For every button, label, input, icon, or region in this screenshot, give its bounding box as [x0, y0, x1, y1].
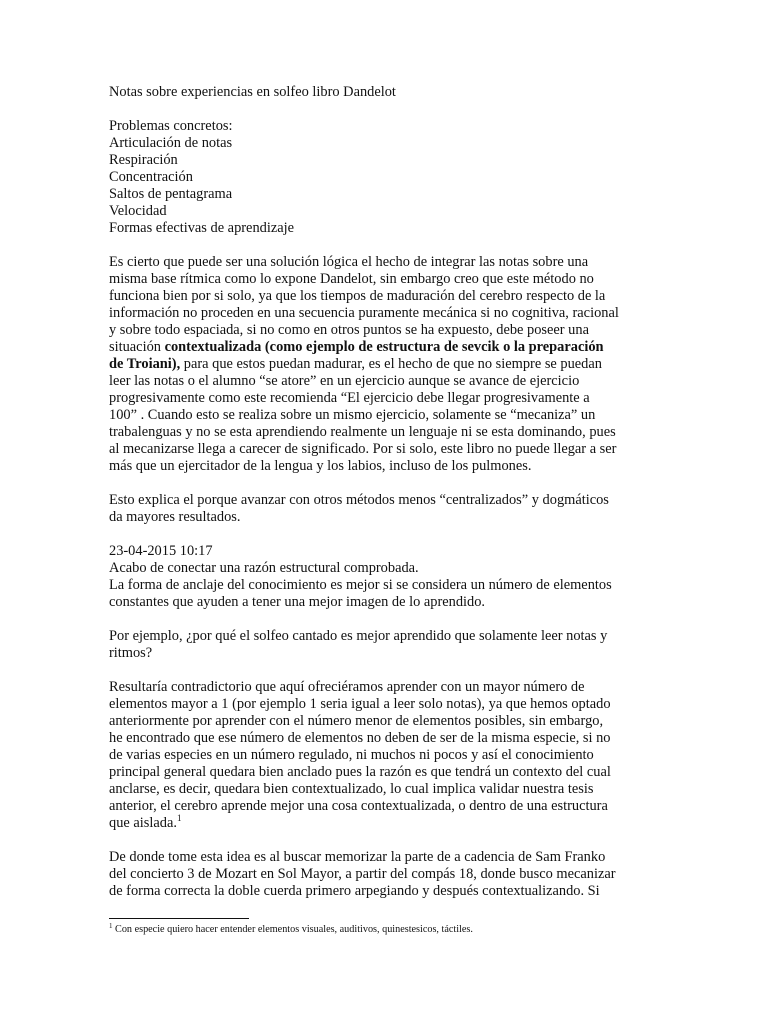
paragraph-line: da mayores resultados. — [109, 509, 241, 525]
paragraph-line: ritmos? — [109, 645, 153, 661]
document-title: Notas sobre experiencias en solfeo libro Dandelot — [109, 84, 396, 100]
paragraph-line: Acabo de conectar una razón estructural comprobada. — [109, 560, 419, 576]
bold-emphasis: de Troiani), — [109, 356, 181, 372]
footnote-number: 1 — [109, 922, 113, 930]
paragraph-line — [109, 339, 661, 356]
problem-item: Velocidad — [109, 203, 167, 219]
paragraph-line: progresivamente como este recomienda “El ejercicio debe llegar progresivamente a — [109, 390, 590, 406]
paragraph-line — [109, 356, 661, 373]
paragraph-line: anterior, el cerebro aprende mejor una cosa contextualizada, o dentro de una estructura — [109, 798, 608, 814]
problem-item: Formas efectivas de aprendizaje — [109, 220, 294, 236]
paragraph-line: información no proceden en una secuencia puramente mecánica si no cognitiva, racional — [109, 305, 619, 321]
problem-item: Concentración — [109, 169, 193, 185]
paragraph-line: del concierto 3 de Mozart en Sol Mayor, a partir del compás 18, donde busco mecanizar — [109, 866, 616, 882]
paragraph-text: que aislada. — [109, 815, 177, 831]
paragraph-line: de forma correcta la doble cuerda primero arpegiando y después contextualizando. Si — [109, 883, 600, 899]
spacer — [109, 832, 661, 849]
paragraph-line: principal general quedara bien anclado pues la razón es que tendrá un contexto del cual — [109, 764, 611, 780]
paragraph-line: trabalenguas y no se esta aprendiendo realmente un lenguaje ni se esta dominando, pues — [109, 424, 616, 440]
footnote-text: Con especie quiero hacer entender elementos visuales, auditivos, quinestesicos, táctiles. — [112, 924, 473, 935]
problem-item: Articulación de notas — [109, 135, 233, 151]
paragraph-line: misma base rítmica como lo expone Dandelot, sin embargo creo que este método no — [109, 271, 594, 287]
paragraph-line: he encontrado que ese número de elementos no deben de ser de la misma especie, si no — [109, 730, 611, 746]
paragraph-line: Resultaría contradictorio que aquí ofreciéramos aprender con un mayor número de — [109, 679, 585, 695]
paragraph-line: 100” . Cuando esto se realiza sobre un mismo ejercicio, solamente se “mecaniza” un — [109, 407, 596, 423]
paragraph-line: funciona bien por si solo, ya que los tiempos de maduración del cerebro respecto de la — [109, 288, 606, 304]
spacer — [109, 611, 661, 628]
paragraph-line: más que un ejercitador de la lengua y los labios, incluso de los pulmones. — [109, 458, 532, 474]
footnote-reference[interactable]: 1 — [176, 813, 182, 823]
paragraph-line: Por ejemplo, ¿por qué el solfeo cantado es mejor aprendido que solamente leer notas y — [109, 628, 608, 644]
problems-heading: Problemas concretos: — [109, 118, 233, 134]
paragraph-text: situación — [109, 339, 165, 355]
bold-emphasis: contextualizada (como ejemplo de estructura de sevcik o la preparación — [164, 339, 604, 355]
paragraph-line: elementos mayor a 1 (por ejemplo 1 seria igual a leer solo notas), ya que hemos optado — [109, 696, 611, 712]
paragraph-line: La forma de anclaje del conocimiento es mejor si se considera un número de elementos — [109, 577, 612, 593]
paragraph-line: de varias especies en un número regulado, ni muchos ni pocos y así el conocimiento — [109, 747, 594, 763]
footnote — [109, 924, 473, 936]
problem-item: Respiración — [109, 152, 178, 168]
paragraph-line: De donde tome esta idea es al buscar memorizar la parte de a cadencia de Sam Franko — [109, 849, 606, 865]
spacer — [109, 101, 661, 118]
entry-timestamp: 23-04-2015 10:17 — [109, 543, 213, 559]
paragraph-line: constantes que ayuden a tener una mejor imagen de lo aprendido. — [109, 594, 486, 610]
paragraph-line — [109, 815, 661, 832]
paragraph-line: Esto explica el porque avanzar con otros métodos menos “centralizados” y dogmáticos — [109, 492, 609, 508]
problem-item: Saltos de pentagrama — [109, 186, 233, 202]
paragraph-line: anteriormente por aprender con el número menor de elementos posibles, sin embargo, — [109, 713, 604, 729]
paragraph-line: al mecanizarse llega a carecer de significado. Por si solo, este libro no puede llegar a ser — [109, 441, 617, 457]
document-body — [109, 84, 661, 900]
paragraph-line: Es cierto que puede ser una solución lógica el hecho de integrar las notas sobre una — [109, 254, 589, 270]
footnote-separator — [109, 918, 249, 919]
paragraph-line: anclarse, es decir, quedara bien contextualizado, lo cual implica validar nuestra tesis — [109, 781, 594, 797]
spacer — [109, 526, 661, 543]
spacer — [109, 475, 661, 492]
paragraph-line: y sobre todo espaciada, si no como en otros puntos se ha expuesto, debe poseer una — [109, 322, 589, 338]
paragraph-text: para que estos puedan madurar, es el hecho de que no siempre se puedan — [180, 356, 602, 372]
spacer — [109, 237, 661, 254]
spacer — [109, 662, 661, 679]
paragraph-line: leer las notas o el alumno “se atore” en un ejercicio aunque se avance de ejercicio — [109, 373, 580, 389]
